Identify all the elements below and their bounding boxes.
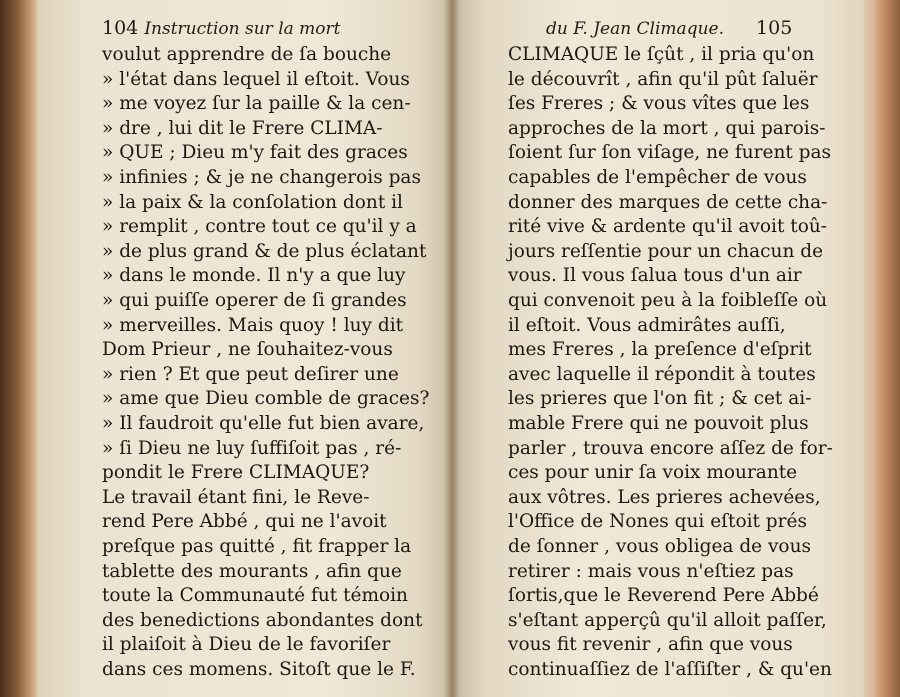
text-line: aux vôtres. Les prieres achevées,	[508, 486, 821, 508]
text-line: vous fit revenir , afin que vous	[508, 634, 793, 656]
text-line: jours reſſentie pour un chacun de	[508, 240, 824, 262]
text-line: ſortis,que le Reverend Pere Abbé	[508, 585, 819, 607]
text-line: donner des marques de cette cha-	[508, 191, 828, 213]
text-line: qui convenoit peu à la foibleſſe où	[508, 290, 828, 311]
right-running-head	[546, 17, 792, 39]
text-line: ſes Freres ; & vous vîtes que les	[508, 93, 810, 115]
text-line: il eſtoit. Vous admirâtes auſſi,	[508, 314, 786, 336]
text-line: toute la Communauté fut témoin	[102, 585, 408, 607]
text-line: dans ces momens. Sitoſt que le F.	[102, 659, 416, 680]
text-line: » de plus grand & de plus éclatant	[102, 240, 427, 262]
text-line: de ſonner , vous obligea de vous	[508, 536, 811, 557]
left-page-edge	[0, 0, 40, 697]
left-page	[38, 0, 452, 697]
text-line: avec laquelle il répondit à toutes	[508, 363, 816, 385]
text-line: » remplit , contre tout ce qu'il y a	[102, 216, 417, 238]
text-line: vous. Il vous ſalua tous d'un air	[508, 265, 802, 287]
text-line: » ſi Dieu ne luy ſuffiſoit pas , ré-	[102, 437, 402, 459]
text-line: les prieres que l'on fit ; & cet ai-	[508, 388, 812, 410]
text-line: » me voyez ſur la paille & la cen-	[102, 93, 411, 115]
text-line: tablette des mourants , afin que	[102, 560, 402, 582]
text-line: le découvrît , afin qu'il pût ſaluër	[508, 68, 818, 90]
text-line: mable Frere qui ne pouvoit plus	[508, 413, 809, 434]
text-line: des benedictions abondantes dont	[102, 609, 423, 631]
text-line: » rien ? Et que peut deſirer une	[102, 363, 399, 385]
right-page	[452, 0, 864, 697]
text-line: ces pour unir ſa voix mourante	[508, 462, 798, 484]
text-line: » QUE ; Dieu m'y fait des graces	[102, 142, 408, 164]
left-folio: 104	[102, 17, 139, 39]
text-line: capables de l'empêcher de vous	[508, 167, 807, 188]
text-line: rend Pere Abbé , qui ne l'avoit	[102, 511, 387, 533]
text-line: » merveilles. Mais quoy ! luy dit	[102, 314, 404, 336]
book-gutter	[444, 0, 460, 697]
text-line: ſoient ſur ſon viſage, ne furent pas	[508, 142, 832, 164]
text-line: continuaſſiez de l'aſſiſter , & qu'en	[508, 659, 832, 680]
text-line: pondit le Frere CLIMAQUE?	[102, 462, 370, 484]
left-running-head	[102, 17, 340, 39]
right-folio: 105	[756, 17, 793, 39]
text-line: approches de la mort , qui parois-	[508, 117, 826, 139]
text-line: » l'état dans lequel il eſtoit. Vous	[102, 68, 410, 90]
text-line: » ame que Dieu comble de graces?	[102, 388, 430, 410]
text-line: parler , trouva encore aſſez de for-	[508, 437, 833, 459]
text-line: Dom Prieur , ne ſouhaitez-vous	[102, 339, 393, 361]
right-running-title: du F. Jean Climaque.	[546, 19, 724, 39]
text-line: » dans le monde. Il n'y a que luy	[102, 265, 406, 287]
text-line: » infinies ; & je ne changerois pas	[102, 167, 421, 188]
text-line: mes Freres , la preſence d'eſprit	[508, 339, 812, 361]
text-line: » dre , lui dit le Frere CLIMA-	[102, 117, 383, 139]
text-line: s'eſtant apperçû qu'il alloit paſſer,	[508, 609, 827, 631]
text-line: l'Office de Nones qui eſtoit prés	[508, 511, 807, 533]
text-line: voulut apprendre de ſa bouche	[102, 44, 392, 65]
text-line: Le travail étant fini, le Reve-	[102, 486, 370, 508]
text-line: rité vive & ardente qu'il avoit toû-	[508, 216, 828, 238]
left-running-title: Instruction sur la mort	[144, 19, 341, 39]
text-line: » la paix & la conſolation dont il	[102, 191, 403, 213]
text-line: retirer : mais vous n'eſtiez pas	[508, 560, 794, 582]
text-line: CLIMAQUE le ſçût , il pria qu'on	[508, 44, 815, 65]
text-line: » Il faudroit qu'elle fut bien avare,	[102, 413, 425, 434]
text-line: preſque pas quitté , fit frapper la	[102, 536, 412, 557]
text-line: il plaiſoit à Dieu de le favoriſer	[102, 634, 391, 656]
text-line: » qui puiſſe operer de ſi grandes	[102, 290, 407, 311]
right-page-edge	[862, 0, 900, 697]
